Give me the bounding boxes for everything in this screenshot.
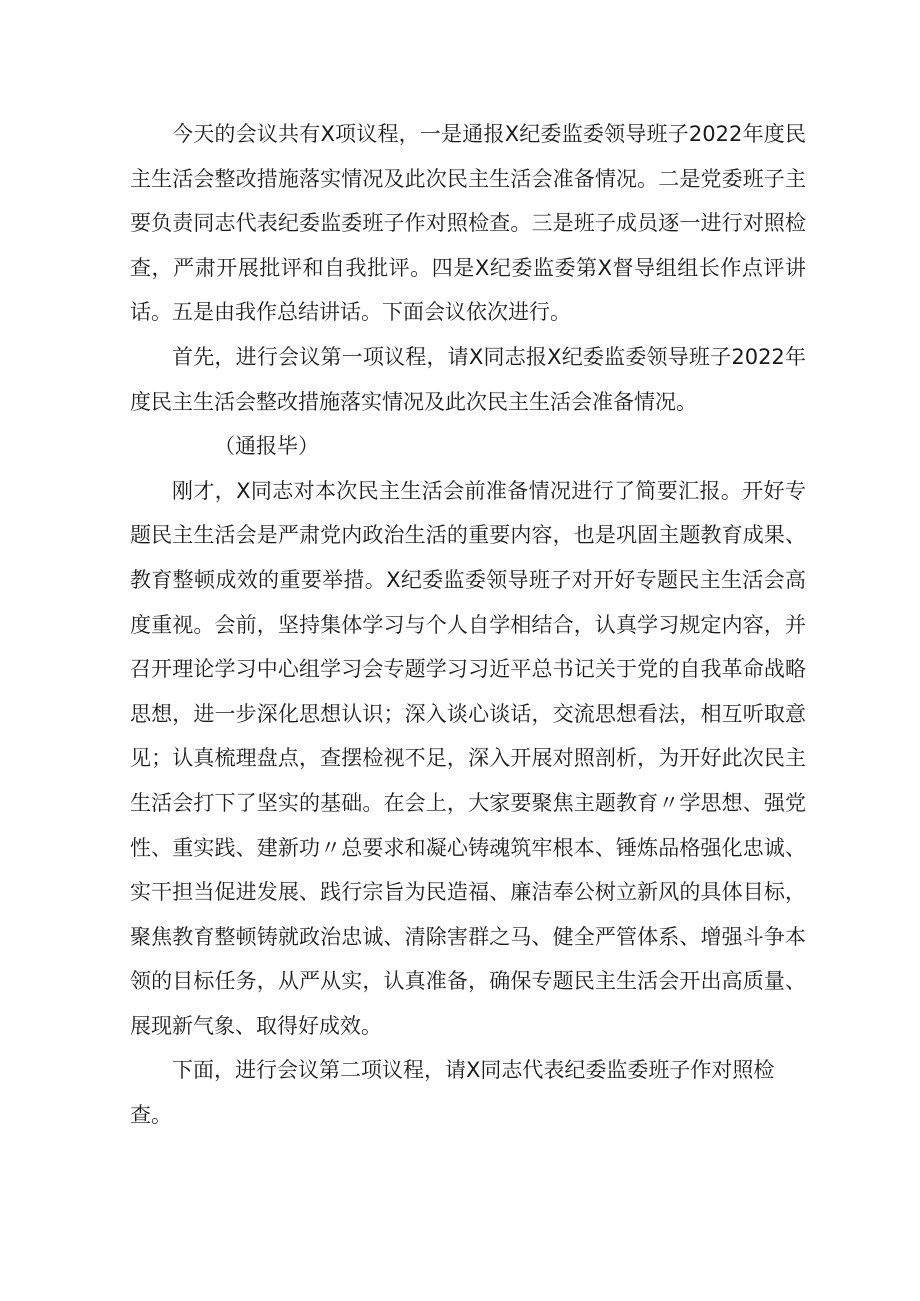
paragraph-agenda-overview: 今天的会议共有X项议程，一是通报X纪委监委领导班子2022年度民主生活会整改措施落实情况及此次民主生活会准备情况。二是党委班子主要负责同志代表纪委监委班子作对照检查。三是班子成员逐一进行对照检查，严肃开展批评和自我批评。四是X纪委监委第X督导组组长作点评讲话。五是由我作总结讲话。下面会议依次进行。: [130, 122, 806, 325]
report-done-note-text: （通报毕）: [214, 434, 319, 459]
paragraph-first-item: 首先，进行会议第一项议程，请X同志报X纪委监委领导班子2022年度民主生活会整改措施落实情况及此次民主生活会准备情况。: [130, 344, 806, 414]
paragraph-report-done-note: [130, 424, 806, 469]
paragraph-second-item-continuation: 查。: [130, 1103, 172, 1128]
paragraph-second-item: 下面，进行会议第二项议程，请X同志代表纪委监委班子作对照检: [172, 1058, 775, 1083]
paragraph-summary-remarks: 刚才，X同志对本次民主生活会前准备情况进行了简要汇报。开好专题民主生活会是严肃党内政治生活的重要内容，也是巩固主题教育成果、教育整顿成效的重要举措。X纪委监委领导班子对开好专题民主生活会高度重视。会前，坚持集体学习与个人自学相结合，认真学习规定内容，并召开理论学习中心组学习会专题学习习近平总书记关于党的自我革命战略思想，进一步深化思想认识；深入谈心谈话，交流思想看法，相互听取意见；认真梳理盘点，查摆检视不足，深入开展对照剖析，为开好此次民主生活会打下了坚实的基础。在会上，大家要聚焦主题教育〃学思想、强党性、重实践、建新功〃总要求和凝心铸魂筑牢根本、锤炼品格强化忠诚、实干担当促进发展、践行宗旨为民造福、廉洁奉公树立新风的具体目标，聚焦教育整顿铸就政治忠诚、清除害群之马、健全严管体系、增强斗争本领的目标任务，从严从实，认真准备，确保专题民主生活会开出高质量、展现新气象、取得好成效。: [130, 478, 806, 1038]
document-body: [130, 112, 806, 1138]
